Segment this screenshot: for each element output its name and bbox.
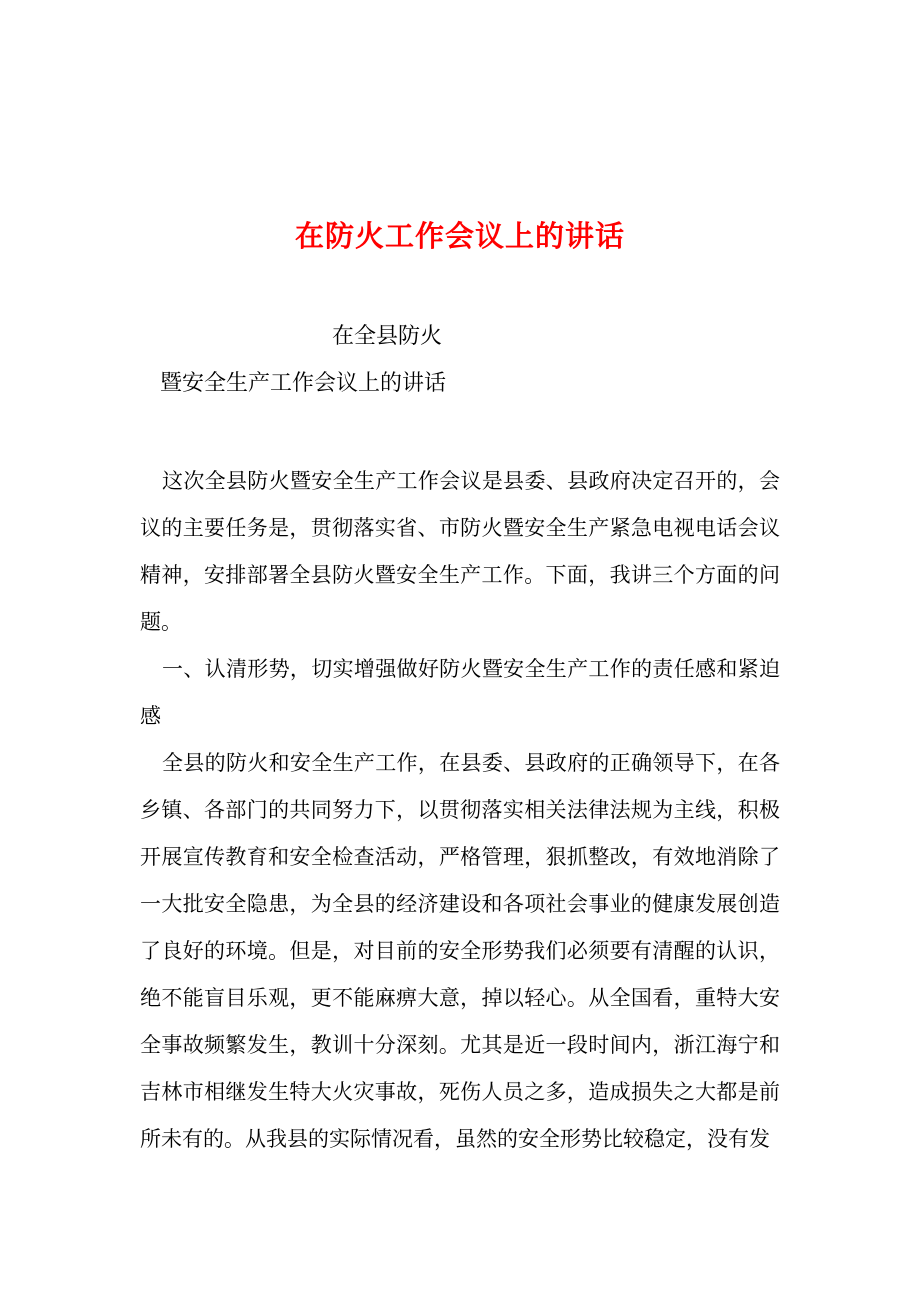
paragraph-intro: 这次全县防火暨安全生产工作会议是县委、县政府决定召开的，会议的主要任务是，贯彻落实省、市防火暨安全生产紧急电视电话会议精神，安排部署全县防火暨安全生产工作。下面，我讲三个方面的问题。 — [140, 469, 780, 634]
subtitle-block — [140, 312, 780, 406]
subtitle-line-2: 暨安全生产工作会议上的讲话 — [160, 370, 447, 395]
paragraph-section-heading: 一、认清形势，切实增强做好防火暨安全生产工作的责任感和紧迫感 — [140, 657, 780, 728]
document-title: 在防火工作会议上的讲话 — [294, 221, 625, 253]
paragraph-section-body: 全县的防火和安全生产工作，在县委、县政府的正确领导下，在各乡镇、各部门的共同努力下，以贯彻落实相关法律法规为主线，积极开展宣传教育和安全检查活动，严格管理，狠抓整改，有效地消除了一大批安全隐患，为全县的经济建设和各项社会事业的健康发展创造了良好的环境。但是，对目前的安全形势我们必须要有清醒的认识，绝不能盲目乐观，更不能麻痹大意，掉以轻心。从全国看，重特大安全事故频繁发生，教训十分深刻。尤其是近一段时间内，浙江海宁和吉林市相继发生特大火灾事故，死伤人员之多，造成损失之大都是前所未有的。从我县的实际情况看，虽然的安全形势比较稳定，没有发 — [140, 751, 780, 1151]
document-body — [140, 458, 780, 1163]
subtitle-line-1: 在全县防火 — [332, 323, 443, 348]
